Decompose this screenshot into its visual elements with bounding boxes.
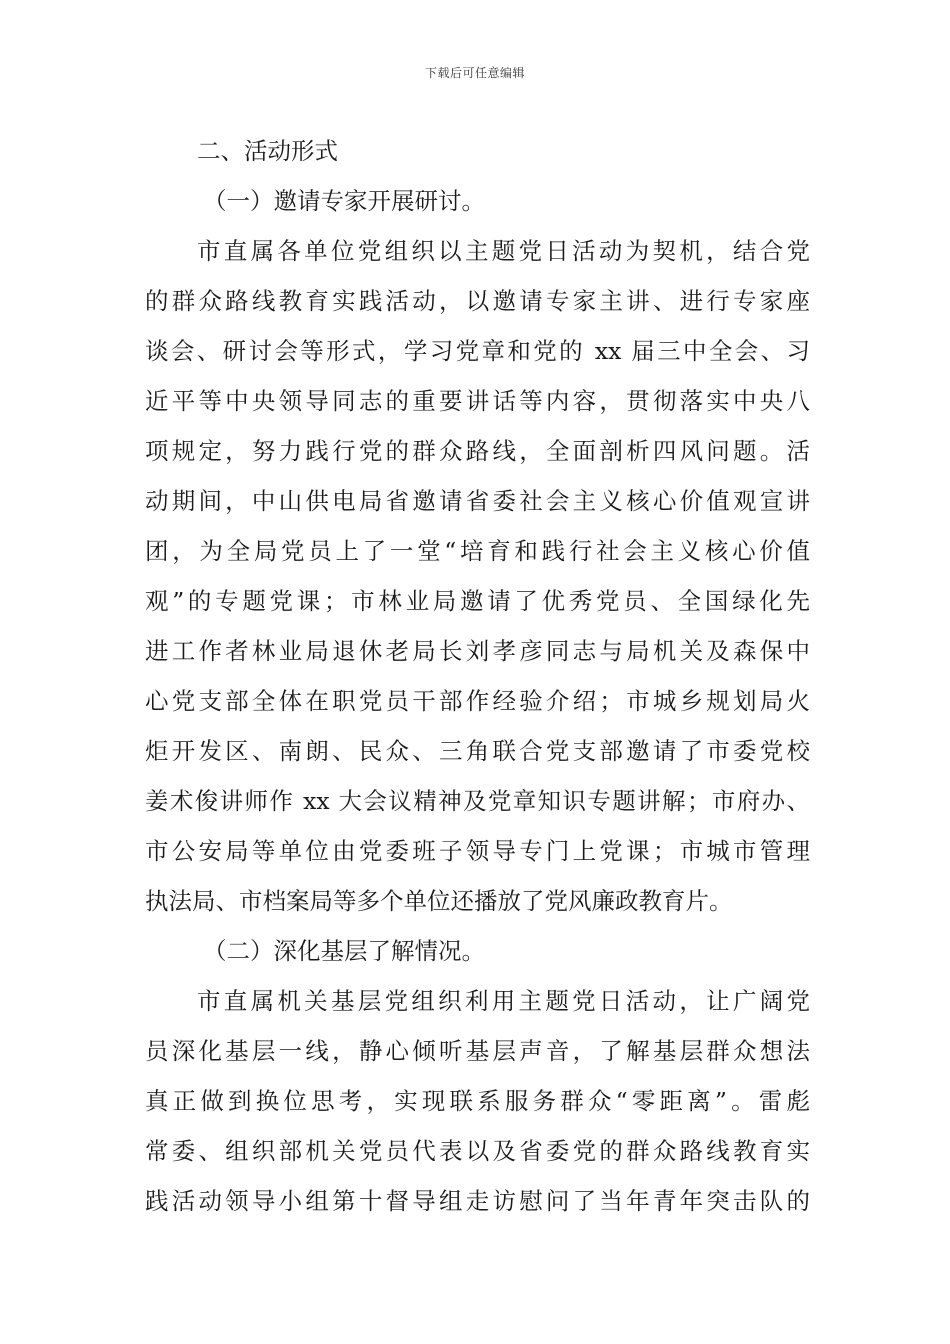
- paragraph-2-line: 真正做到换位思考，实现联系服务群众“零距离”。雷彪: [145, 1087, 810, 1115]
- paragraph-1-line: 动期间，中山供电局省邀请省委社会主义核心价值观宣讲: [145, 487, 810, 515]
- paragraph-2-line: 市直属机关基层党组织利用主题党日活动，让广阔党: [197, 987, 810, 1015]
- section-heading: 二、活动形式: [197, 137, 338, 165]
- paragraph-1-line: 姜术俊讲师作 xx 大会议精神及党章知识专题讲解；市府办、: [145, 787, 810, 815]
- page-header: 下载后可任意编辑: [424, 66, 525, 80]
- paragraph-1-line: 谈会、研讨会等形式，学习党章和党的 xx 届三中全会、习: [145, 337, 810, 365]
- paragraph-1-line: 的群众路线教育实践活动，以邀请专家主讲、进行专家座: [145, 287, 810, 315]
- paragraph-1-line: 观”的专题党课；市林业局邀请了优秀党员、全国绿化先: [145, 587, 810, 615]
- paragraph-1-line: 近平等中央领导同志的重要讲话等内容，贯彻落实中央八: [145, 387, 810, 415]
- paragraph-1-line: 项规定，努力践行党的群众路线，全面剖析四风问题。活: [145, 437, 810, 465]
- paragraph-2-line: 常委、组织部机关党员代表以及省委党的群众路线教育实: [145, 1137, 810, 1165]
- paragraph-1-line: 心党支部全体在职党员干部作经验介绍；市城乡规划局火: [145, 687, 810, 715]
- paragraph-2-line: 员深化基层一线，静心倾听基层声音，了解基层群众想法: [145, 1037, 810, 1065]
- subsection-heading-2: （二）深化基层了解情况。: [203, 937, 485, 965]
- subsection-heading-1: （一）邀请专家开展研讨。: [203, 187, 485, 215]
- paragraph-1-line: 市直属各单位党组织以主题党日活动为契机，结合党: [197, 237, 810, 265]
- paragraph-1-line: 进工作者林业局退休老局长刘孝彦同志与局机关及森保中: [145, 637, 810, 665]
- document-body: [145, 126, 810, 1226]
- paragraph-2-line: 践活动领导小组第十督导组走访慰问了当年青年突击队的: [145, 1187, 810, 1215]
- paragraph-1-line: 团，为全局党员上了一堂“培育和践行社会主义核心价值: [145, 537, 810, 565]
- paragraph-1-line: 执法局、市档案局等多个单位还播放了党风廉政教育片。: [145, 887, 733, 915]
- paragraph-1-line: 市公安局等单位由党委班子领导专门上党课；市城市管理: [145, 837, 810, 865]
- paragraph-1-line: 炬开发区、南朗、民众、三角联合党支部邀请了市委党校: [145, 737, 810, 765]
